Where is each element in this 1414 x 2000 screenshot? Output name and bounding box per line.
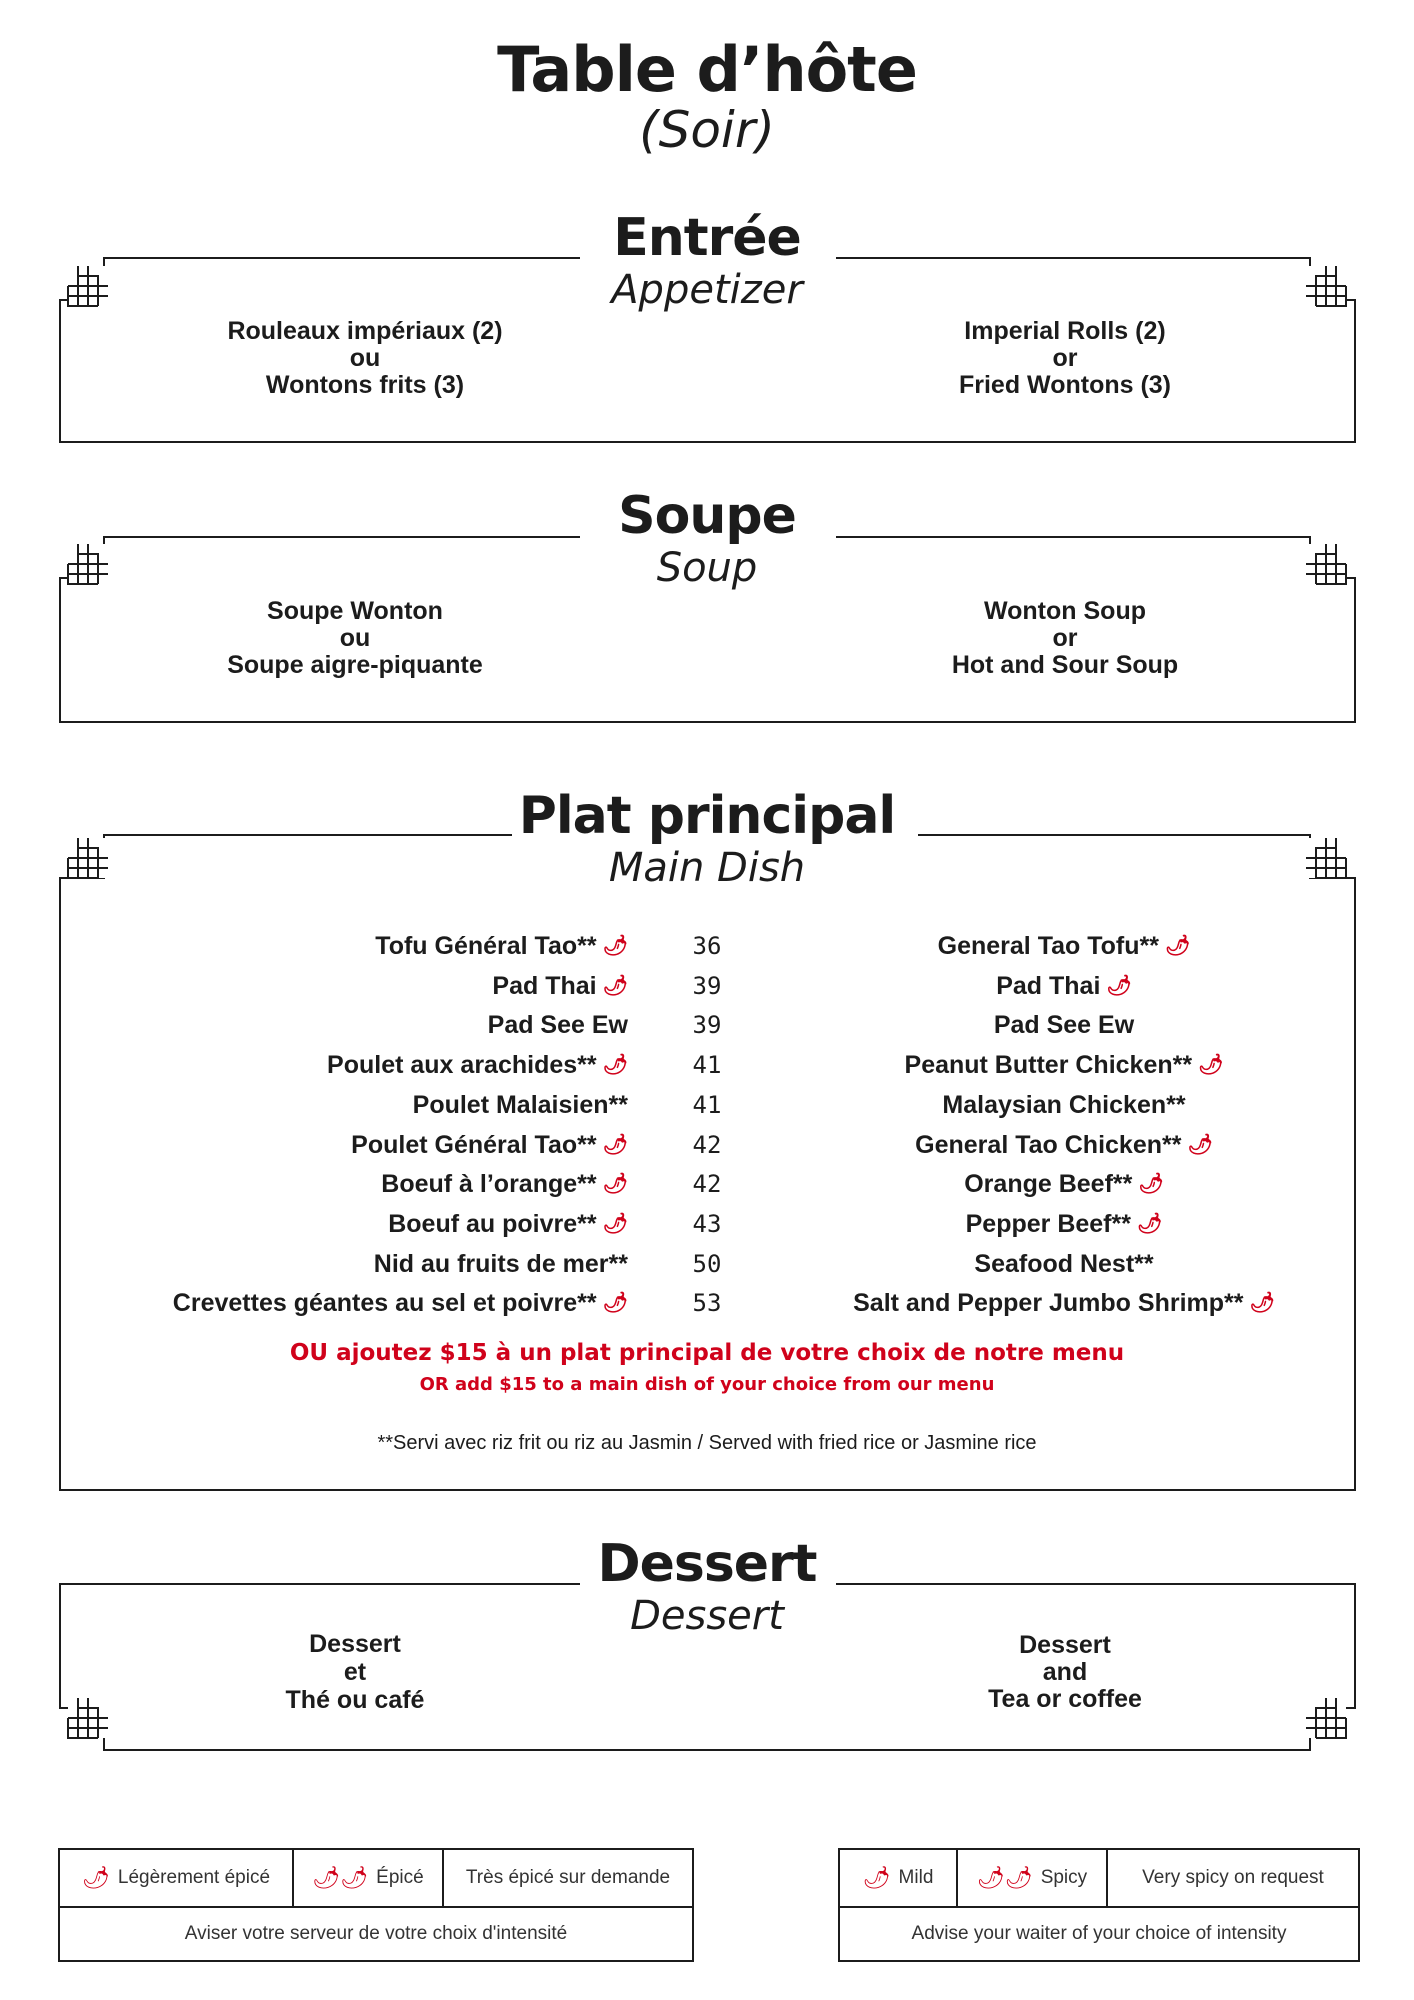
dish-name-en [780, 1164, 1348, 1204]
dish-name-fr [60, 1085, 628, 1125]
dish-name-en [780, 1085, 1348, 1125]
soupe-fr-line: Soupe Wonton [267, 597, 443, 625]
offer-fr: OU ajoutez $15 à un plat principal de votre choix de notre menu [289, 1340, 1125, 1366]
chili-pepper-icon: 🌶 [1138, 1173, 1164, 1195]
dish-price: 42 [692, 1131, 722, 1159]
soupe-subtitle: Soup [656, 545, 758, 591]
entree-fr-line: Rouleaux impériaux (2) [227, 317, 503, 345]
dish-label-en: Peanut Butter Chicken** [904, 1051, 1193, 1079]
dessert-en-line: Dessert [1019, 1631, 1111, 1659]
chili-pepper-icon: 🌶 [602, 1213, 628, 1235]
dish-name-fr [60, 1005, 628, 1045]
entree-title: Entrée [613, 208, 801, 268]
dish-name-fr [60, 1125, 628, 1165]
dish-price: 39 [692, 972, 722, 1000]
dish-price: 43 [692, 1210, 722, 1238]
entree-fr-line: Wontons frits (3) [265, 371, 465, 399]
legend-spicy-label: Spicy [1040, 1867, 1088, 1888]
dish-label-en: General Tao Chicken** [915, 1131, 1182, 1159]
soupe-en-line: or [1052, 624, 1078, 652]
dish-label-fr: Crevettes géantes au sel et poivre** [172, 1289, 597, 1317]
dessert-title: Dessert [597, 1534, 817, 1594]
dish-label-fr: Pad See Ew [487, 1011, 628, 1039]
dish-name-fr [60, 1244, 628, 1284]
legend-mild-label: Légèrement épicé [117, 1867, 271, 1888]
dessert-en-line: Tea or coffee [988, 1685, 1142, 1713]
dish-label-en: Seafood Nest** [974, 1250, 1154, 1278]
legend-very-fr: Très épicé sur demande [465, 1867, 671, 1888]
dish-name-fr [60, 926, 628, 966]
dish-name-en [780, 1005, 1348, 1045]
legend-advise-en: Advise your waiter of your choice of intensity [840, 1906, 1358, 1960]
chili-pepper-icon: 🌶 [602, 1173, 628, 1195]
entree-fr-line: ou [349, 344, 381, 372]
chili-pepper-icon: 🌶🌶 [976, 1865, 1033, 1890]
page-subtitle: (Soir) [639, 101, 775, 159]
soupe-en [860, 598, 1270, 679]
dish-label-fr: Poulet aux arachides** [327, 1051, 597, 1079]
entree-en-line: or [1052, 344, 1078, 372]
dish-name-fr [60, 1045, 628, 1085]
spice-legend-fr [58, 1848, 694, 1962]
chili-pepper-icon: 🌶 [1198, 1054, 1224, 1076]
dish-label-en: Orange Beef** [964, 1170, 1133, 1198]
dish-name-en [780, 926, 1348, 966]
legend-mild-en [840, 1850, 958, 1906]
chili-pepper-icon: 🌶 [602, 935, 628, 957]
soupe-fr [150, 598, 560, 679]
dish-label-en: Pad See Ew [993, 1011, 1135, 1039]
legend-spicy-fr [294, 1850, 444, 1906]
dish-label-en: Pad Thai [996, 972, 1101, 1000]
offer-en: OR add $15 to a main dish of your choice from our menu [419, 1374, 995, 1395]
dish-label-fr: Poulet Malaisien** [412, 1091, 628, 1119]
entree-fr [160, 318, 570, 399]
dish-name-en [780, 966, 1348, 1006]
plat-subtitle: Main Dish [608, 845, 806, 891]
dish-label-fr: Boeuf au poivre** [388, 1210, 597, 1238]
legend-very-en: Very spicy on request [1142, 1867, 1324, 1888]
dish-name-fr [60, 1204, 628, 1244]
dessert-en-line: and [1042, 1658, 1088, 1686]
dish-label-fr: Tofu Général Tao** [375, 932, 597, 960]
soupe-fr-line: Soupe aigre-piquante [227, 651, 483, 679]
chili-pepper-icon: 🌶 [1164, 935, 1191, 957]
dessert-subtitle: Dessert [630, 1593, 784, 1639]
chili-pepper-icon: 🌶 [1187, 1134, 1213, 1156]
dessert-fr-line: Dessert [309, 1630, 401, 1658]
dish-name-en [780, 1045, 1348, 1085]
chili-pepper-icon: 🌶🌶 [312, 1865, 369, 1890]
entree-en [860, 318, 1270, 399]
rice-note: **Servi avec riz frit ou riz au Jasmin / Served with fried rice or Jasmine rice [377, 1432, 1037, 1454]
plat-title: Plat principal [518, 786, 896, 846]
dish-name-en [780, 1283, 1348, 1323]
chili-pepper-icon: 🌶 [602, 1134, 628, 1156]
dessert-en [860, 1632, 1270, 1713]
entree-en-line: Fried Wontons (3) [958, 371, 1172, 399]
spice-legend-en [838, 1848, 1360, 1962]
page-title: Table d’hôte [497, 33, 917, 106]
dish-price: 39 [692, 1011, 722, 1039]
dessert-fr-line: et [343, 1658, 367, 1686]
dish-price: 41 [692, 1051, 722, 1079]
chili-pepper-icon: 🌶 [862, 1865, 891, 1890]
chili-pepper-icon: 🌶 [602, 1292, 628, 1314]
soupe-en-line: Wonton Soup [984, 597, 1146, 625]
dish-label-fr: Boeuf à l’orange** [381, 1170, 597, 1198]
dish-name-en [780, 1204, 1348, 1244]
chili-pepper-icon: 🌶 [1106, 975, 1132, 997]
dish-price: 36 [692, 932, 722, 960]
dish-label-en: General Tao Tofu** [937, 932, 1159, 960]
legend-mild-fr [60, 1850, 294, 1906]
dessert-fr-line: Thé ou café [285, 1686, 425, 1714]
dish-price: 53 [692, 1289, 722, 1317]
chili-pepper-icon: 🌶 [602, 975, 628, 997]
soupe-en-line: Hot and Sour Soup [951, 651, 1179, 679]
dish-label-en: Pepper Beef** [965, 1210, 1131, 1238]
legend-spicy-label: Épicé [376, 1867, 424, 1888]
soupe-title: Soupe [618, 486, 796, 546]
legend-spicy-en [958, 1850, 1108, 1906]
soupe-fr-line: ou [339, 624, 371, 652]
legend-advise-fr: Aviser votre serveur de votre choix d'intensité [60, 1906, 692, 1960]
legend-mild-label: Mild [898, 1867, 934, 1888]
dish-label-fr: Nid au fruits de mer** [373, 1250, 628, 1278]
chili-pepper-icon: 🌶 [1249, 1292, 1275, 1314]
dish-name-fr [60, 1164, 628, 1204]
dish-name-en [780, 1125, 1348, 1165]
entree-subtitle: Appetizer [611, 267, 803, 313]
dish-name-en [780, 1244, 1348, 1284]
dish-label-en: Malaysian Chicken** [942, 1091, 1186, 1119]
entree-en-line: Imperial Rolls (2) [964, 317, 1166, 345]
chili-pepper-icon: 🌶 [1136, 1213, 1163, 1235]
dish-price: 50 [692, 1250, 722, 1278]
chili-pepper-icon: 🌶 [602, 1054, 628, 1076]
dish-label-en: Salt and Pepper Jumbo Shrimp** [853, 1289, 1244, 1317]
dish-price: 41 [692, 1091, 722, 1119]
chili-pepper-icon: 🌶 [81, 1865, 110, 1890]
dessert-fr [150, 1630, 560, 1714]
dish-name-fr [60, 966, 628, 1006]
dish-price: 42 [692, 1170, 722, 1198]
dish-label-fr: Poulet Général Tao** [351, 1131, 597, 1159]
dish-label-fr: Pad Thai [492, 972, 597, 1000]
dish-name-fr [60, 1283, 628, 1323]
